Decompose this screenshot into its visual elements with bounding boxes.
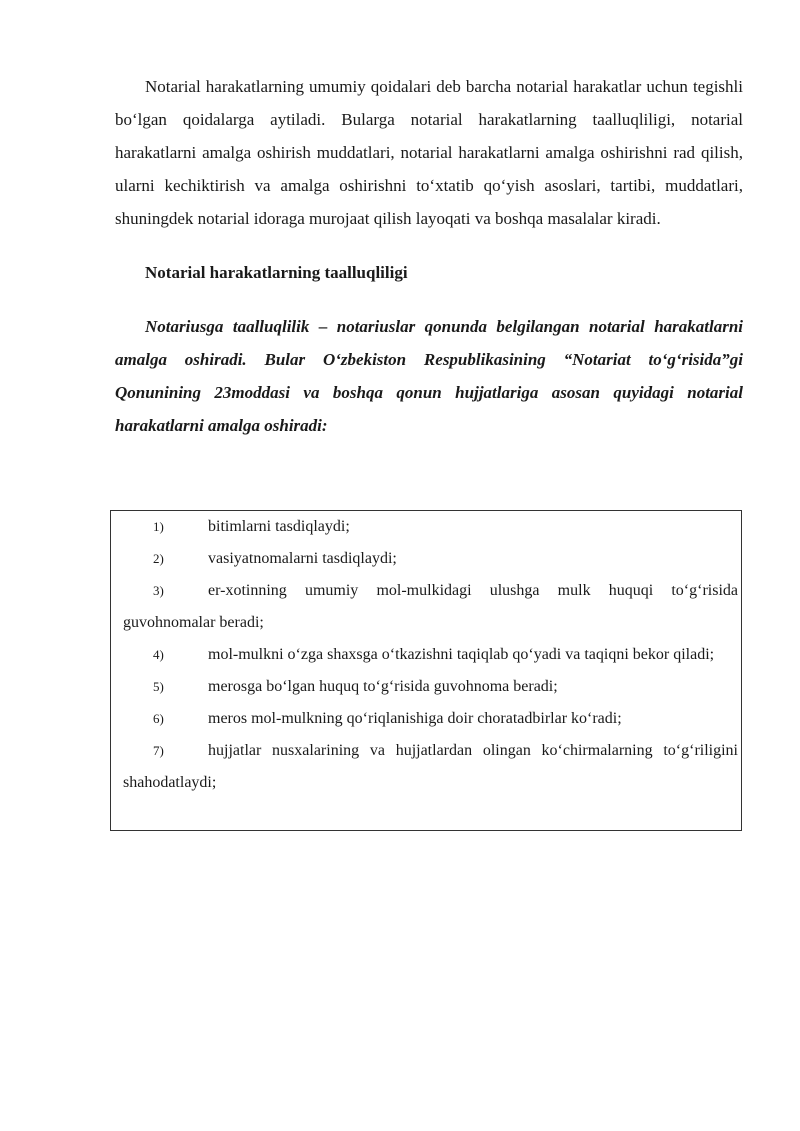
list-item-number: 4): [153, 647, 164, 662]
list-item-number: 6): [153, 711, 164, 726]
document-body: [115, 70, 743, 442]
list-item-text: meros mol-mulkning qo‘riqlanishiga doir choratadbirlar ko‘radi;: [208, 710, 622, 727]
list-item: [123, 511, 738, 543]
list-item: [123, 575, 738, 639]
notarial-actions-list-box: [110, 510, 742, 831]
list-item: [123, 703, 738, 735]
list-item-number: 7): [153, 743, 164, 758]
list-item-text: mol-mulkni o‘zga shaxsga o‘tkazishni taqiqlab qo‘yadi va taqiqni bekor qiladi;: [208, 646, 715, 663]
notarial-actions-list: [123, 511, 738, 799]
list-item-number: 2): [153, 551, 164, 566]
list-item-text: bitimlarni tasdiqlaydi;: [208, 518, 350, 535]
list-item-number: 1): [153, 519, 164, 534]
section-heading: Notarial harakatlarning taalluqliligi: [145, 263, 408, 282]
list-item: [123, 671, 738, 703]
list-item-number: 3): [153, 583, 164, 598]
list-item: [123, 735, 738, 799]
section-intro: Notariusga taalluqlilik – notariuslar qonunda belgilangan notarial harakatlarni amalga oshiradi. Bular O‘zbekiston Respublikasining “Notariat to‘g‘risida”gi Qonunining 23moddasi va boshqa qonun hujjatlariga asosan quyidagi notarial harakatlarni amalga oshiradi:: [115, 317, 743, 435]
list-item: [123, 639, 738, 671]
list-item: [123, 543, 738, 575]
list-item-text: vasiyatnomalarni tasdiqlaydi;: [208, 550, 397, 567]
list-item-number: 5): [153, 679, 164, 694]
list-item-text: hujjatlar nusxalarining va hujjatlardan olingan ko‘chirmalarning to‘g‘riligini shahodatlaydi;: [123, 742, 738, 791]
list-item-text: merosga bo‘lgan huquq to‘g‘risida guvohnoma beradi;: [208, 678, 558, 695]
intro-paragraph: Notarial harakatlarning umumiy qoidalari deb barcha notarial harakatlar uchun tegishli bo‘lgan qoidalarga aytiladi. Bularga notarial harakatlarning taalluqliligi, notarial harakatlarni amalga oshirish muddatlari, notarial harakatlarni amalga oshirishni rad qilish, ularni kechiktirish va amalga oshirishni to‘xtatib qo‘yish asoslari, tartibi, muddatlari, shuningdek notarial idoraga murojaat qilish layoqati va boshqa masalalar kiradi.: [115, 77, 743, 228]
list-item-text: er-xotinning umumiy mol-mulkidagi ulushga mulk huquqi to‘g‘risida guvohnomalar beradi;: [123, 582, 738, 631]
